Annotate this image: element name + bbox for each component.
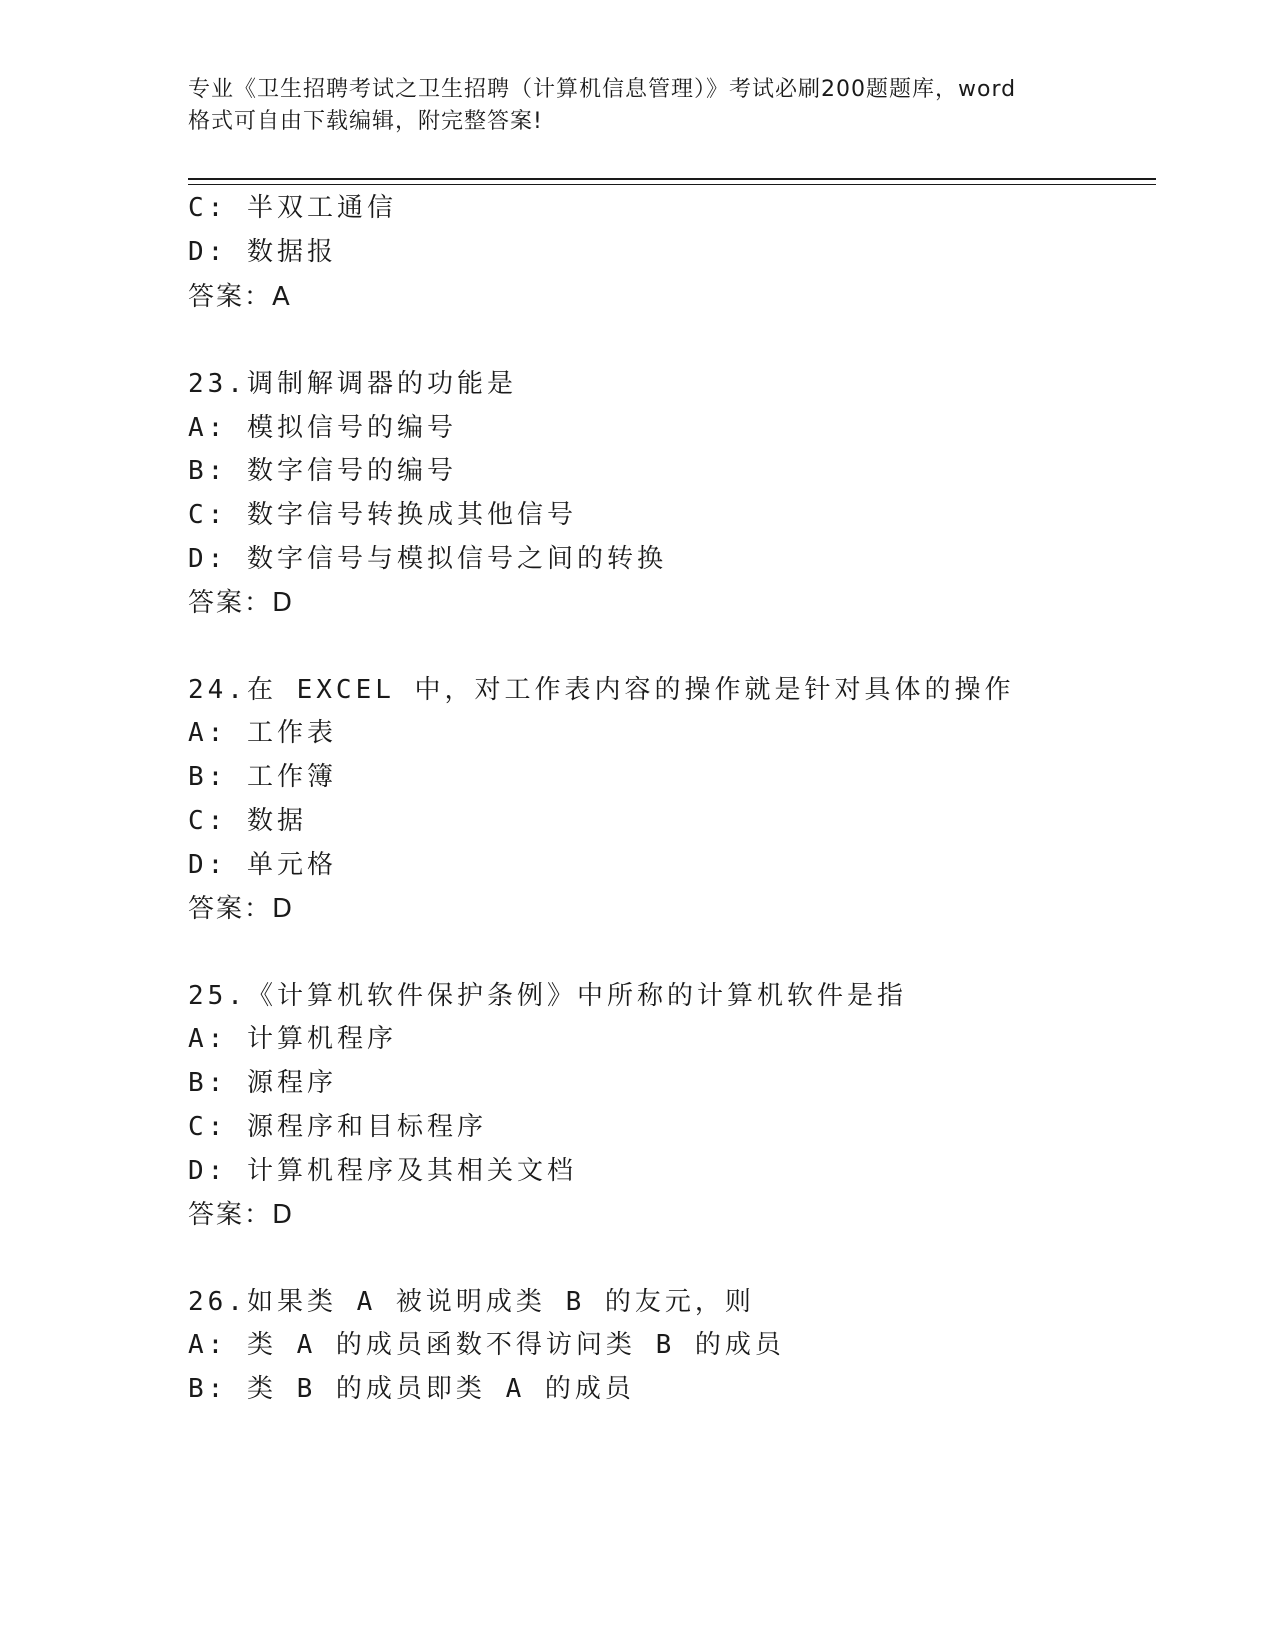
q23-option-d: D: 数字信号与模拟信号之间的转换 (188, 544, 667, 574)
q23-option-c: C: 数字信号转换成其他信号 (188, 500, 577, 530)
q23-stem: 23.调制解调器的功能是 (188, 369, 517, 399)
q24-answer: 答案：D (188, 894, 295, 924)
q25-answer: 答案：D (188, 1200, 295, 1230)
q26-option-a: A: 类 A 的成员函数不得访问类 B 的成员 (188, 1330, 785, 1360)
q25-option-c: C: 源程序和目标程序 (188, 1112, 487, 1142)
q23-option-a: A: 模拟信号的编号 (188, 413, 457, 443)
q25-option-b: B: 源程序 (188, 1068, 337, 1098)
q23-answer: 答案：D (188, 588, 295, 618)
q22-option-d: D: 数据报 (188, 237, 337, 267)
document-header (188, 74, 1088, 138)
q24-stem: 24.在 EXCEL 中，对工作表内容的操作就是针对具体的操作 (188, 675, 1015, 705)
q24-option-c: C: 数据 (188, 806, 307, 836)
q24-option-a: A: 工作表 (188, 718, 337, 748)
header-line-1: 专业《卫生招聘考试之卫生招聘（计算机信息管理）》考试必刷200题题库，word (188, 77, 1017, 102)
header-line-2: 格式可自由下载编辑，附完整答案! (188, 109, 543, 134)
q23-option-b: B: 数字信号的编号 (188, 456, 457, 486)
q26-stem: 26.如果类 A 被说明成类 B 的友元，则 (188, 1287, 755, 1317)
q22-answer: 答案：A (188, 282, 292, 312)
header-divider-thin (188, 184, 1156, 185)
q25-option-d: D: 计算机程序及其相关文档 (188, 1156, 577, 1186)
header-divider-thick (188, 178, 1156, 180)
q24-option-d: D: 单元格 (188, 850, 337, 880)
q25-stem: 25.《计算机软件保护条例》中所称的计算机软件是指 (188, 981, 907, 1011)
q22-option-c: C: 半双工通信 (188, 193, 397, 223)
q25-option-a: A: 计算机程序 (188, 1024, 397, 1054)
q26-option-b: B: 类 B 的成员即类 A 的成员 (188, 1374, 635, 1404)
q24-option-b: B: 工作簿 (188, 762, 337, 792)
